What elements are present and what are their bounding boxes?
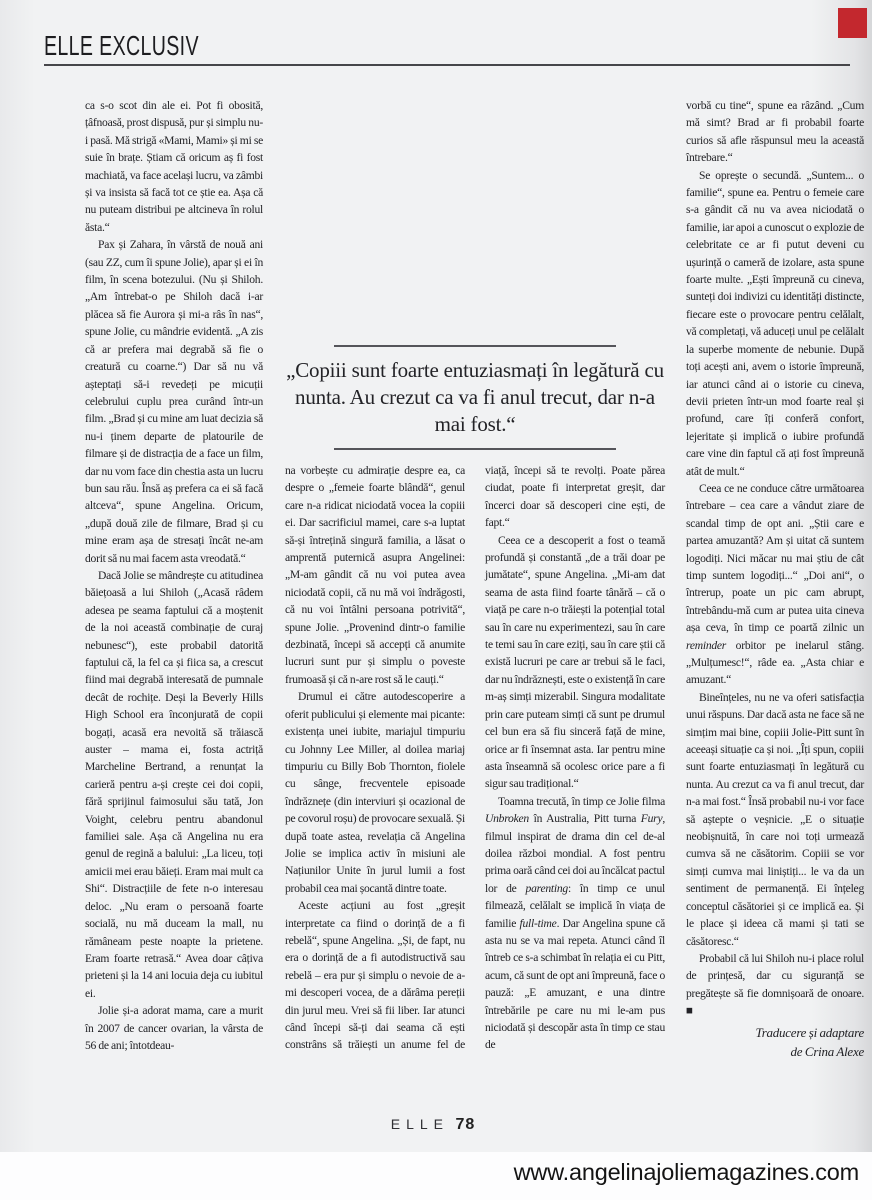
article-paragraph: Bineînțeles, nu ne va oferi satisfacția unui răspuns. Dar dacă asta ne face să ne simțim mai bine, copiii Jolie-Pitt sunt în aceeași situație ca și noi. „Îți spun, copiii sunt foarte entuziasmați în legătură cu nunta. Au crezut ca va fi anul trecut, dar n-a mai fost.“ Însă probabil nu-i vor face să aștepte o veșnicie. „E o situație neobișnuită, în care noi toți urmează cumva să ne căsătorim. Copiii se vor simți cumva mai liniștiți... le va da un sentiment de permanență. Ei înțeleg conceptul căsătoriei și ce implică ea. Și le place și ideea că mami și tati se căsătoresc.“ bbox=[686, 690, 864, 948]
article-paragraph: Pax și Zahara, în vârstă de nouă ani (sau ZZ, cum îi spune Jolie), apar și ei în film, în scena botezului. (Nu și Shiloh. „Am întrebat-o pe Shiloh dacă i-ar plăcea să fie Aurora și mi-a râs în nas“, spune Jolie, cu mândrie evidentă. „A zis că ar prefera mai degrabă să fie o creatură cu coarne.“) Dar să nu vă așteptați să-i revedeți pe micuții celebrului cuplu prea curând într-un film. „Brad și cu mine am luat decizia să nu-i ținem departe de platourile de filmare și de distracția de a face un film, dar nu vom face din chestia asta un lucru bun sau rău. Însă aș prefera ca ei să facă altceva“, spune Angelina. Oricum, „după două zile de filmare, Brad și cu mine eram așa de stresați încât ne-am dorit să nu mai facem asta vreodată.“ bbox=[85, 238, 263, 565]
pull-quote bbox=[285, 345, 665, 450]
article-paragraph: Toamna trecută, în timp ce Jolie filma Unbroken în Australia, Pitt turna Fury, filmul inspirat de drama din cel de-al doilea război mondial. A fost pentru prima oară când cei doi au încălcat pactul lor de parenting: în timp ce unul filmează, celălalt se implică în viața de familie full-time. Dar Angelina spune că asta nu se va mai repeta. Atunci când îl întreb ce s-a schimbat în relația ei cu Pitt, acum, că sunt de opt ani împreună, face o pauză: „E amuzant, e una dintre întrebările pe care nu mi le-am pus niciodată și descopăr asta în timp ce stau de bbox=[485, 794, 665, 1052]
article-paragraph: Se oprește o secundă. „Suntem... o familie“, spune ea. Pentru o femeie care s-a gândit că nu va avea niciodată o familie, iar apoi a cunoscut o explozie de celebritate ce ar fi putut deveni cu ușurință o cameră de izolare, asta spune foarte multe. „Ești împreună cu cineva, sunteți doi indivizi cu identități distincte, fiecare este o provocare pentru celălalt, vă completați, vă aduceți unul pe celălalt la superbe momente de nebunie. După toți acești ani, avem o istorie împreună, iar atunci când ai o istorie cu cineva, devii prieten într-un mod foarte real și profund, care îți conferă confort, lejeritate și implică o iubire profundă care vine din faptul că ați fost împreună atât de mult.“ bbox=[686, 168, 864, 478]
article-column-1 bbox=[85, 97, 263, 1054]
article-paragraph: Dacă Jolie se mândrește cu atitudinea băiețoasă a lui Shiloh („Acasă râdem adesea pe seama faptului că a moștenit de la noi această combinație de curaj nebunesc“), este probabil datorită faptului că, la fel ca și fiica sa, a crescut fiind mai degrabă interesată de pumnale decât de rochițe. Deși la Beverly Hills High School era înconjurată de copii bogați, acasă era nevoită să trăiască auster – mama ei, fosta actriță Marcheline Bertrand, a renunțat la carieră pentru a-și crește cei doi copii, fără sprijinul faimosului său tată, Jon Voight, celebru pentru abandonul familiei sale. Așa că Angelina nu era genul de regină a balului: „La liceu, toți amicii mei erau băieți. Eram mai mult ca Shi“. Distracțiile de fete n-o interesau deloc. „Nu eram o persoană foarte socială, nu mă duceam la mall, nu rămâneam peste noapte la prietene. Eram foarte retrasă.“ Avea doar câțiva prieteni și la 14 ani locuia deja cu iubitul ei. bbox=[85, 568, 263, 1000]
article-paragraph: Jolie și-a adorat mama, care a murit în 2007 de cancer ovarian, la vârsta de 56 de ani; întotdeau- bbox=[85, 1004, 263, 1052]
red-corner-mark bbox=[838, 8, 867, 38]
article-paragraph: Probabil că lui Shiloh nu-i place rolul de prințesă, dar cu siguranță se pregătește să fie domnișoară de onoare. ■ bbox=[686, 951, 864, 1018]
article-columns-2-3 bbox=[285, 462, 665, 1054]
article-paragraph: ca s-o scot din ale ei. Pot fi obosită, țâfnoasă, prost dispusă, pur și simplu nu-i pasă. Mă strigă «Mami, Mami» și mi se suie în brațe. Știam că oricum aș fi fost machiată, va face același lucru, va zâmbi și va insista să facă tot ce știe ea. Așa că nu puteam distribui pe altcineva în rolul ăsta.“ bbox=[85, 99, 263, 234]
header-divider bbox=[44, 64, 850, 66]
byline bbox=[686, 1023, 864, 1061]
article-column-4 bbox=[686, 97, 864, 1061]
section-title: ELLE EXCLUSIV bbox=[44, 30, 199, 61]
watermark-strip bbox=[0, 1152, 872, 1200]
byline-line: Traducere și adaptare bbox=[755, 1024, 864, 1040]
footer-magazine-name: ELLE bbox=[390, 1116, 449, 1132]
pull-quote-rule-bottom bbox=[334, 448, 616, 450]
article-paragraph: na vorbește cu admirație despre ea, ca despre o „femeie foarte blândă“, genul care n-a ridicat niciodată vocea la copiii ei. Dar sacrificiul mamei, care s-a luptat să-și întrețină singură familia, a lăsat o amprentă puternică asupra Angelinei: „M-am gândit că nu voi putea avea niciodată copii, că nu mă voi îndrăgosti, că nu voi întâlni persoana potrivită“, spune Jolie. „Provenind dintr-o familie dezbinată, începi să accepți că anumite lucruri sunt pur și simplu o poveste frumoasă și că n-are rost să le cauți.“ bbox=[285, 464, 465, 686]
article-column-4-text bbox=[686, 97, 864, 1020]
footer-page-number: 78 bbox=[455, 1116, 476, 1133]
article-paragraph: Aceste acțiuni au fost „greșit interpretate ca fiind o dorință de a fi rebelă“, spune Angelina. „Și, de fapt, nu era o dorință de a fi autodistructivă sau rebelă – era pur și simplu o nevoie de a-mi descoperi vocea, de a dărâma pereții din jurul meu. Vrei să fii liber. Iar atunci când începi să-ți dai seama că ești constrâns să trăiești un anume fel de viață, începi să te revolți. Poate părea ciudat, poate fi interpretat greșit, dar încerci doar să descoperi cine ești, de fapt.“ bbox=[285, 464, 665, 1052]
article-paragraph: Drumul ei către autodescoperire a oferit publicului și elemente mai picante: existența unei iubite, mariajul timpuriu cu Johnny Lee Miller, al doilea mariaj timpuriu cu Billy Bob Thornton, fiolele cu sânge, frecventele episoade îndrăznețe (din interviuri și ocazional de pe covorul roșu) de provocare sexuală. Și după toate astea, revelația că Angelina Jolie se implica activ în misiuni ale Națiunilor Unite în jurul lumii a fost probabil cea mai șocantă dintre toate. bbox=[285, 690, 465, 895]
pull-quote-text: „Copiii sunt foarte entuziasmați în legătură cu nunta. Au crezut ca va fi anul trecut, dar n-a mai fost.“ bbox=[286, 358, 664, 436]
byline-line: de Crina Alexe bbox=[790, 1043, 864, 1059]
watermark-url: www.angelinajoliemagazines.com bbox=[513, 1159, 859, 1185]
article-paragraph: Ceea ce ne conduce către următoarea întrebare – cea care a vândut ziare de scandal timp de opt ani. „Știi care e partea amuzantă? Am și uitat că suntem logodiți. Nici măcar nu mai știu de cât timp suntem logodiți...“ „Doi ani“, o întrerup, poate un pic cam abrupt, întrebându-mă cum ar putea uita cineva așa ceva, în timp ce poartă zilnic un reminder orbitor pe inelarul stâng. „Mulțumesc!“, râde ea. „Asta chiar e amuzant.“ bbox=[686, 481, 864, 687]
pull-quote-rule-top bbox=[334, 345, 616, 347]
article-paragraph: Ceea ce a descoperit a fost o teamă profundă și constantă „de a trăi doar pe jumătate“, spune Angelina. „Mi-am dat seama de asta fiind foarte tânără – că o viață pe care n-o trăiești la potențial total sau în care nu experimentezi, sau în care te temi sau în care eziți, sau în care știi că există lucruri pe care ar trebui să le faci, dar nu îndrăznești, este o existență în care m-aș simți mizerabil. Singura modalitate prin care puteam simți că sunt pe drumul cel bun era să fiu sinceră față de mine, orice ar fi însemnat asta. Iar pentru mine asta înseamnă să ocolesc orice pare a fi sigur sau tradițional.“ bbox=[485, 533, 665, 791]
article-paragraph: vorbă cu tine“, spune ea râzând. „Cum mă simt? Brad ar fi probabil foarte curios să afle răspunsul meu la această întrebare.“ bbox=[686, 99, 864, 165]
page-footer bbox=[0, 1116, 866, 1134]
